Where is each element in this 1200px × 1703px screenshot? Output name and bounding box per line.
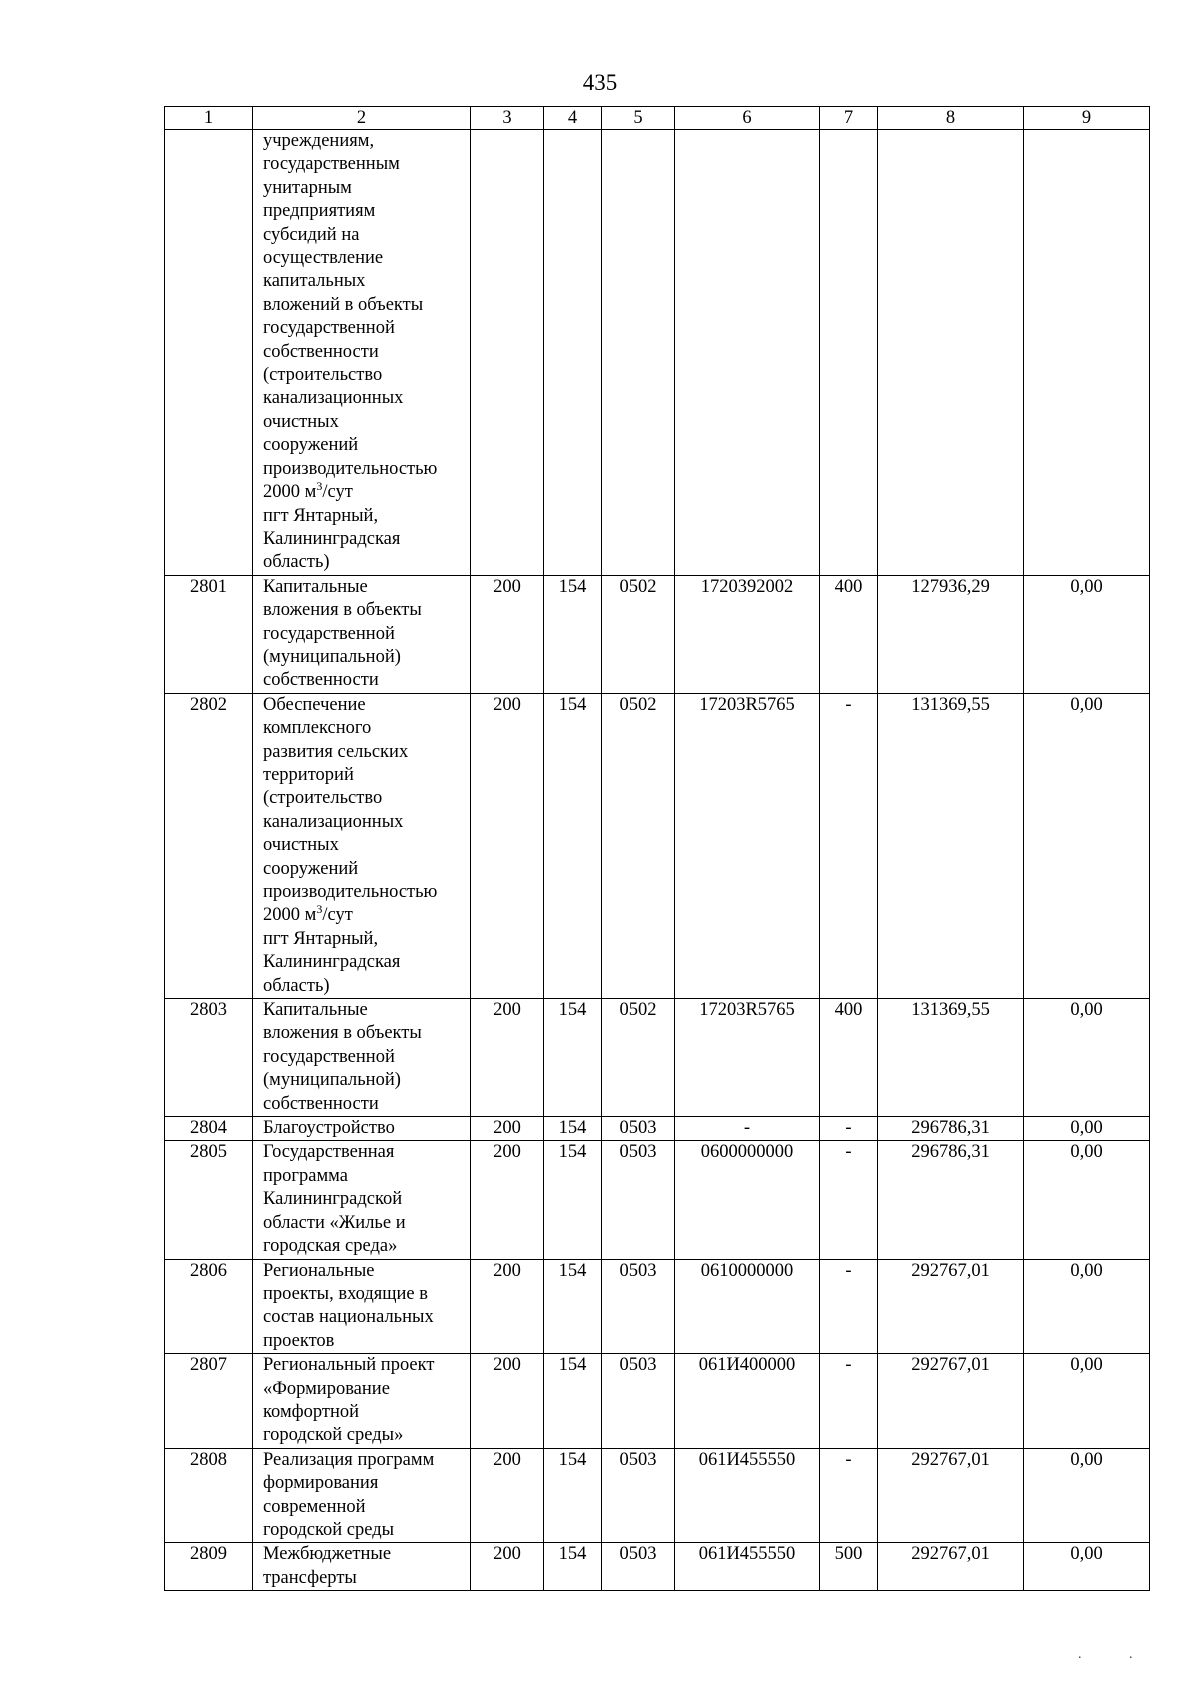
amount-cell: 296786,31: [878, 1141, 1024, 1259]
column-header: 6: [675, 107, 820, 130]
row-name-cell: Благоустройство: [253, 1117, 471, 1141]
code-cell: 200: [471, 1117, 544, 1141]
subsection-cell: 0502: [602, 999, 675, 1117]
expense-kind-cell: -: [820, 1259, 878, 1354]
table-row: [165, 575, 1150, 693]
table-row: [165, 1354, 1150, 1449]
table-row: [165, 1543, 1150, 1591]
column-header: 4: [544, 107, 602, 130]
target-article-cell: 061И400000: [675, 1354, 820, 1449]
column-header: 9: [1024, 107, 1150, 130]
row-number-cell: 2804: [165, 1117, 253, 1141]
row-name-cell: Межбюджетные трансферты: [253, 1543, 471, 1591]
balance-cell: 0,00: [1024, 1259, 1150, 1354]
name-text: /сут пгт Янтарный, Калининградская область): [263, 905, 401, 996]
row-number-cell: 2806: [165, 1259, 253, 1354]
name-text: /сут пгт Янтарный, Калининградская область): [263, 482, 401, 573]
amount-cell: 292767,01: [878, 1259, 1024, 1354]
section-cell: 154: [544, 1117, 602, 1141]
empty-cell: [675, 130, 820, 576]
target-article-cell: 0610000000: [675, 1259, 820, 1354]
target-article-cell: 1720392002: [675, 575, 820, 693]
column-header: 5: [602, 107, 675, 130]
column-header: 8: [878, 107, 1024, 130]
row-number-cell: 2809: [165, 1543, 253, 1591]
subsection-cell: 0503: [602, 1141, 675, 1259]
code-cell: 200: [471, 575, 544, 693]
row-name-cell: Капитальные вложения в объекты государственной (муниципальной) собственности: [253, 999, 471, 1117]
expense-kind-cell: -: [820, 693, 878, 998]
header-row: [165, 107, 1150, 130]
superscript: 3: [316, 478, 323, 493]
column-header: 2: [253, 107, 471, 130]
amount-cell: 131369,55: [878, 693, 1024, 998]
name-text: Обеспечение комплексного развития сельских территорий (строительство канализационных очистных сооружений производительностью 2000 м: [263, 694, 438, 926]
balance-cell: 0,00: [1024, 1117, 1150, 1141]
column-header: 1: [165, 107, 253, 130]
expense-kind-cell: -: [820, 1141, 878, 1259]
code-cell: 200: [471, 1543, 544, 1591]
row-number-cell: [165, 130, 253, 576]
empty-cell: [471, 130, 544, 576]
page-number: 435: [582, 70, 618, 95]
subsection-cell: 0503: [602, 1543, 675, 1591]
row-name-cell: [253, 693, 471, 998]
row-name-cell: Государственная программа Калининградской области «Жилье и городская среда»: [253, 1141, 471, 1259]
code-cell: 200: [471, 693, 544, 998]
subsection-cell: 0503: [602, 1448, 675, 1543]
code-cell: 200: [471, 1354, 544, 1449]
expense-kind-cell: -: [820, 1354, 878, 1449]
budget-table: [164, 106, 1150, 1591]
column-header: 7: [820, 107, 878, 130]
target-article-cell: 17203R5765: [675, 693, 820, 998]
amount-cell: 127936,29: [878, 575, 1024, 693]
section-cell: 154: [544, 693, 602, 998]
expense-kind-cell: -: [820, 1448, 878, 1543]
row-number-cell: 2802: [165, 693, 253, 998]
row-number-cell: 2805: [165, 1141, 253, 1259]
section-cell: 154: [544, 1141, 602, 1259]
subsection-cell: 0502: [602, 575, 675, 693]
amount-cell: 131369,55: [878, 999, 1024, 1117]
table-row: [165, 1259, 1150, 1354]
balance-cell: 0,00: [1024, 693, 1150, 998]
continuation-name-cell: [253, 130, 471, 576]
balance-cell: 0,00: [1024, 1354, 1150, 1449]
scan-artifact-dots: . .: [1078, 1647, 1155, 1662]
section-cell: 154: [544, 999, 602, 1117]
balance-cell: 0,00: [1024, 575, 1150, 693]
row-number-cell: 2808: [165, 1448, 253, 1543]
expense-kind-cell: -: [820, 1117, 878, 1141]
table-row: [165, 1141, 1150, 1259]
empty-cell: [820, 130, 878, 576]
empty-cell: [602, 130, 675, 576]
target-article-cell: -: [675, 1117, 820, 1141]
target-article-cell: 061И455550: [675, 1543, 820, 1591]
section-cell: 154: [544, 1448, 602, 1543]
expense-kind-cell: 500: [820, 1543, 878, 1591]
amount-cell: 292767,01: [878, 1448, 1024, 1543]
row-number-cell: 2801: [165, 575, 253, 693]
table-row: [165, 1448, 1150, 1543]
table-body: [165, 107, 1150, 1591]
row-number-cell: 2803: [165, 999, 253, 1117]
target-article-cell: 0600000000: [675, 1141, 820, 1259]
section-cell: 154: [544, 1543, 602, 1591]
expense-kind-cell: 400: [820, 575, 878, 693]
subsection-cell: 0502: [602, 693, 675, 998]
continuation-row: [165, 130, 1150, 576]
subsection-cell: 0503: [602, 1354, 675, 1449]
empty-cell: [878, 130, 1024, 576]
code-cell: 200: [471, 1259, 544, 1354]
code-cell: 200: [471, 999, 544, 1117]
subsection-cell: 0503: [602, 1117, 675, 1141]
row-name-cell: Реализация программ формирования современной городской среды: [253, 1448, 471, 1543]
section-cell: 154: [544, 1259, 602, 1354]
target-article-cell: 17203R5765: [675, 999, 820, 1117]
section-cell: 154: [544, 575, 602, 693]
empty-cell: [1024, 130, 1150, 576]
code-cell: 200: [471, 1448, 544, 1543]
balance-cell: 0,00: [1024, 999, 1150, 1117]
expense-kind-cell: 400: [820, 999, 878, 1117]
table-row: [165, 1117, 1150, 1141]
amount-cell: 292767,01: [878, 1543, 1024, 1591]
name-text: учреждениям, государственным унитарным предприятиям субсидий на осуществление капитальных вложений в объекты государственной собственности (строительство канализационных очистных сооружений производительностью 2000 м: [263, 131, 438, 503]
code-cell: 200: [471, 1141, 544, 1259]
table-row: [165, 999, 1150, 1117]
row-name-cell: Региональный проект «Формирование комфортной городской среды»: [253, 1354, 471, 1449]
subsection-cell: 0503: [602, 1259, 675, 1354]
row-number-cell: 2807: [165, 1354, 253, 1449]
target-article-cell: 061И455550: [675, 1448, 820, 1543]
column-header: 3: [471, 107, 544, 130]
amount-cell: 296786,31: [878, 1117, 1024, 1141]
balance-cell: 0,00: [1024, 1448, 1150, 1543]
amount-cell: 292767,01: [878, 1354, 1024, 1449]
superscript: 3: [316, 902, 323, 917]
row-name-cell: Региональные проекты, входящие в состав национальных проектов: [253, 1259, 471, 1354]
balance-cell: 0,00: [1024, 1543, 1150, 1591]
empty-cell: [544, 130, 602, 576]
table-row: [165, 693, 1150, 998]
section-cell: 154: [544, 1354, 602, 1449]
row-name-cell: Капитальные вложения в объекты государственной (муниципальной) собственности: [253, 575, 471, 693]
balance-cell: 0,00: [1024, 1141, 1150, 1259]
